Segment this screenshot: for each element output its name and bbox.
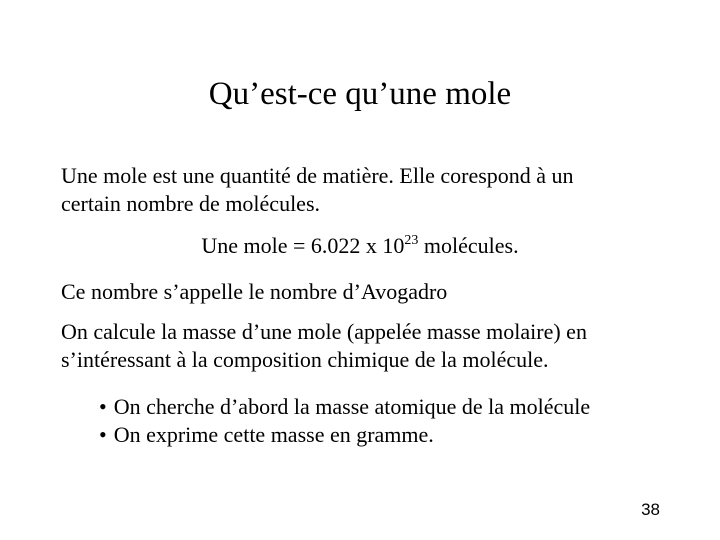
page-number: 38: [641, 500, 660, 519]
molar-mass-line-2: s’intéressant à la composition chimique de la molécule.: [61, 347, 549, 372]
list-item-text: On exprime cette masse en gramme.: [113, 422, 434, 447]
slide-title: Qu’est-ce qu’une mole: [208, 76, 512, 112]
avogadro-name-paragraph: Ce nombre s’appelle le nombre d’Avogadro: [61, 279, 448, 304]
equation-exponent: 23: [404, 233, 419, 248]
equation-suffix: molécules.: [418, 233, 519, 258]
molar-mass-line-1: On calcule la masse d’une mole (appelée masse molaire) en: [61, 319, 587, 344]
steps-list: [99, 393, 590, 449]
definition-line-1: Une mole est une quantité de matière. Elle corespond à un: [61, 163, 574, 188]
bullet-icon: •: [99, 422, 107, 447]
bullet-icon: •: [99, 394, 107, 419]
avogadro-equation: [0, 232, 720, 260]
molar-mass-paragraph: [61, 318, 587, 374]
definition-line-2: certain nombre de molécules.: [61, 191, 321, 216]
list-item: [99, 421, 590, 449]
equation-prefix: Une mole = 6.022 x 10: [201, 233, 405, 258]
list-item-text: On cherche d’abord la masse atomique de la molécule: [113, 394, 591, 419]
definition-paragraph: [61, 162, 574, 218]
list-item: [99, 393, 590, 421]
